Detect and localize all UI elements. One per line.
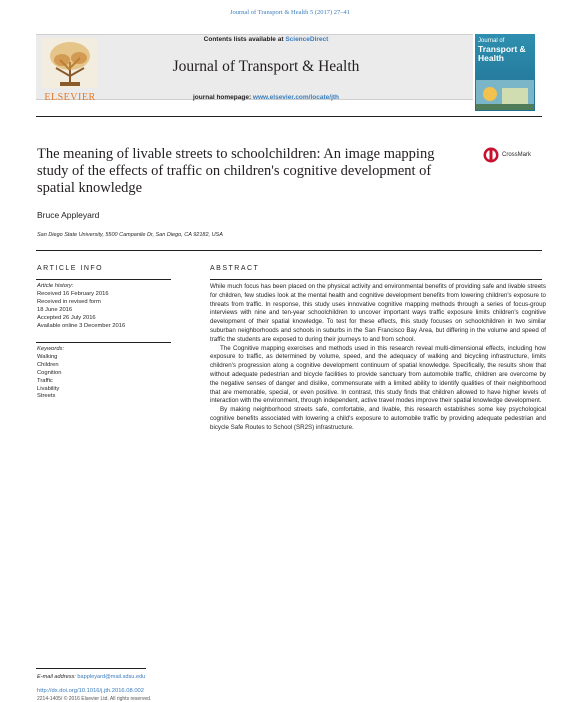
doi-link[interactable]: http://dx.doi.org/10.1016/j.jth.2016.08.002: [37, 688, 145, 694]
keyword: Traffic: [37, 377, 53, 384]
cover-title: [478, 38, 532, 63]
history-item: Accepted 26 July 2016: [37, 314, 96, 321]
keyword: Livability: [37, 385, 60, 392]
author-affiliation: San Diego State University, 5500 Campanile Dr, San Diego, CA 92182, USA: [37, 232, 223, 238]
homepage-link[interactable]: www.elsevier.com/locate/jth: [252, 94, 340, 101]
history-item: Available online 3 December 2016: [37, 322, 126, 329]
copyright-line: 2214-1405/ © 2016 Elsevier Ltd. All rights reserved.: [37, 696, 152, 702]
keywords-label: Keywords:: [37, 346, 65, 352]
cover-journal-name: Transport & Health: [478, 44, 526, 63]
publisher-name: ELSEVIER: [44, 92, 96, 103]
keyword: Children: [37, 361, 59, 368]
article-history: [37, 283, 172, 330]
crossmark-icon: [483, 147, 499, 163]
abstract-paragraph: While much focus has been placed on the physical activity and environmental benefits of providing safe and livable streets for children, few studies look at the mental health and cognitive development benefits from lowering children's exposure to threats from traffic. In response, this study uses innovative cognitive mapping methods through a series of focus-group interviews with nine and ten-year schoolchildren to uncover important ways traffic exposure limits children's cognitive development of their spatial knowledge. To test for these effects, this study focuses on schoolchildren in two similar suburban neighborhoods and schools in suburbs in the San Francisco Bay Area, but differing in the volume and speed of traffic the students are exposed to during their journeys to and from school.: [210, 283, 546, 343]
contents-line: [100, 36, 432, 43]
sciencedirect-link[interactable]: ScienceDirect: [285, 36, 329, 43]
crossmark-badge[interactable]: [483, 147, 545, 167]
running-head: Journal of Transport & Health 5 (2017) 27–41: [229, 9, 351, 16]
footnote-rule: [36, 668, 146, 669]
cover-illustration: [476, 80, 534, 110]
homepage-prefix: journal homepage:: [192, 94, 253, 101]
keywords-rule: [36, 342, 171, 343]
article-title: The meaning of livable streets to schoolchildren: An image mapping study of the effects of traffic on children's cognitive development of spatial knowledge: [37, 146, 435, 196]
info-rule: [36, 279, 171, 280]
keywords-block: [37, 346, 172, 401]
keyword: Walking: [37, 353, 58, 360]
history-item: Received 16 February 2016: [37, 290, 109, 297]
homepage-line: [100, 94, 432, 101]
abstract-rule: [210, 279, 542, 280]
header-rule: [36, 116, 542, 117]
abstract-paragraph: By making neighborhood streets safe, comfortable, and livable, this research establishes some key psychological cognitive benefits associated with lowering a child's exposure to automobile traffic by providing adequate pedestrian and bicycle Safe Routes to School (SR2S) infrastructure.: [210, 406, 546, 431]
author-name: Bruce Appleyard: [37, 210, 100, 220]
article-info-heading: ARTICLE INFO: [37, 265, 104, 272]
crossmark-label: CrossMark: [502, 152, 532, 158]
section-rule: [36, 250, 542, 251]
abstract-body: [210, 283, 546, 433]
abstract-paragraph: The Cognitive mapping exercises and methods used in this research reveal multi-dimensional effects, including how exposure to traffic, as determined by volume, speed, and the adequacy of walking and bicycling infrastructure, limits children's progression along a cognitive development continuum of spatial knowledge. Specifically, the results show that without adequate pedestrian and bicycle facilities to provide sanctuary from automobile traffic, children are overcome by the negative senses of danger and dislike, commensurate with a limited ability to identify qualities of their neighborhood that are memorable, special, or even positive. In contrast, this study finds that children allowed to have higher levels of interaction with the environment, through independent, active travel modes improve their spatial knowledge development.: [210, 344, 546, 405]
contents-prefix: Contents lists available at: [203, 36, 286, 43]
email-label: E-mail address:: [37, 674, 78, 680]
history-label: Article history:: [37, 283, 74, 289]
keyword: Streets: [37, 393, 56, 400]
email-link[interactable]: bappleyard@mail.sdsu.edu: [77, 674, 146, 680]
abstract-heading: ABSTRACT: [210, 265, 260, 272]
cover-prefix: Journal of: [478, 38, 505, 44]
journal-title: Journal of Transport & Health: [172, 58, 360, 75]
history-item: 18 June 2016: [37, 306, 73, 313]
history-item: Received in revised form: [37, 298, 101, 305]
footnote-email: [37, 674, 145, 680]
keyword: Cognition: [37, 369, 62, 376]
